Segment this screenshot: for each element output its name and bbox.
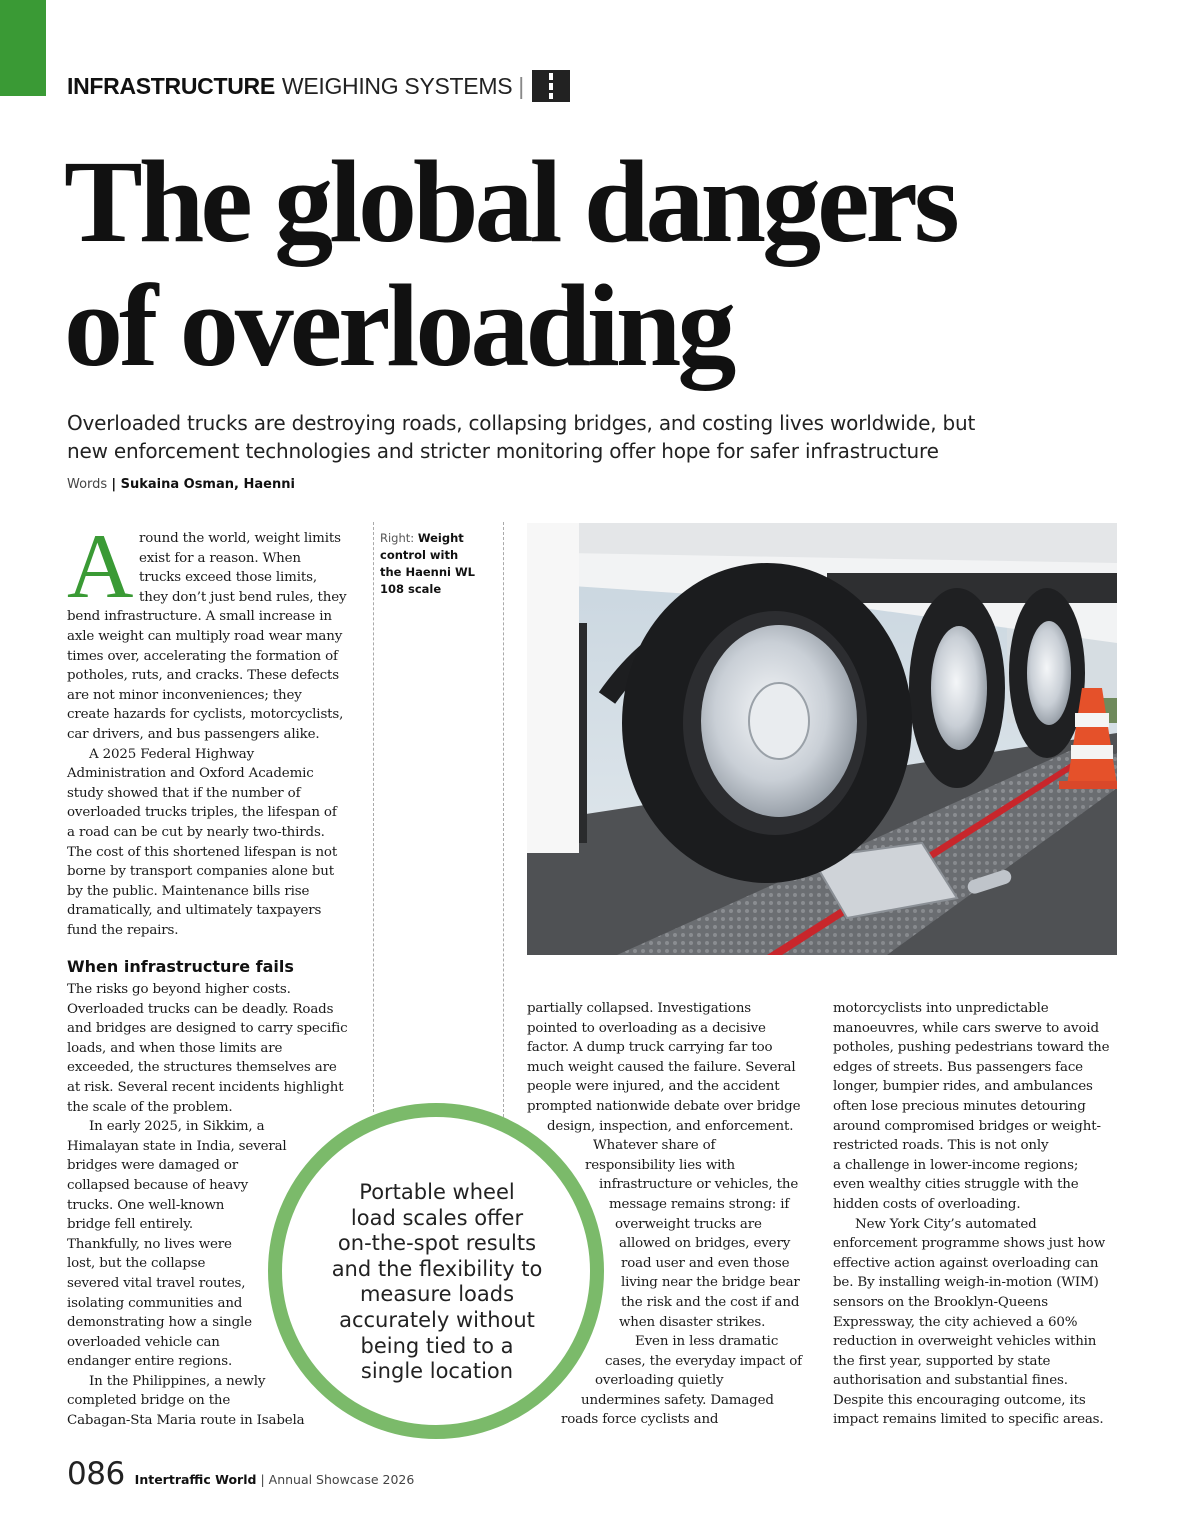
text-line: isolating communities and: [67, 1295, 243, 1311]
pull-quote-line: single location: [360, 1359, 514, 1384]
text-line: by the public. Maintenance bills rise: [67, 883, 310, 899]
text-line: round the world, weight limits: [139, 531, 341, 546]
road-icon: [532, 70, 570, 102]
text-line: prompted nationwide debate over bridge: [527, 1098, 801, 1114]
text-line: In the Philippines, a newly: [89, 1373, 266, 1389]
caption-text: control with: [380, 548, 459, 562]
text-line: exceeded, the structures themselves are: [67, 1060, 337, 1076]
text-line: collapsed because of heavy: [67, 1177, 248, 1193]
pull-quote-line: load scales offer: [350, 1205, 524, 1230]
text-line: much weight caused the failure. Several: [527, 1059, 796, 1075]
text-line: impact remains limited to specific areas.: [833, 1412, 1104, 1428]
text-line: Despite this encouraging outcome, its: [833, 1392, 1086, 1408]
text-line: New York City’s automated: [855, 1216, 1037, 1232]
text-line: completed bridge on the: [67, 1393, 231, 1409]
text-line: manoeuvres, while cars swerve to avoid: [833, 1020, 1099, 1036]
byline-author: | Sukaina Osman, Haenni: [111, 477, 295, 492]
text-line: Whatever share of: [593, 1138, 716, 1154]
text-line: sensors on the Brooklyn-Queens: [833, 1294, 1048, 1310]
text-line: reduction in overweight vehicles within: [833, 1334, 1097, 1350]
text-line: potholes, ruts, and cracks. These defects: [67, 668, 339, 684]
text-line: bend infrastructure. A small increase in: [67, 609, 332, 625]
text-line: restricted roads. This is not only: [833, 1138, 1049, 1154]
text-line: partially collapsed. Investigations: [527, 1001, 752, 1016]
text-line: design, inspection, and enforcement.: [547, 1118, 794, 1134]
pull-quote-line: Portable wheel: [359, 1180, 515, 1204]
column-rule: [373, 522, 374, 1112]
text-line: effective action against overloading can: [833, 1255, 1099, 1271]
byline: [67, 477, 295, 492]
text-line: message remains strong: if: [609, 1196, 790, 1212]
text-line: overloaded trucks triples, the lifespan of: [67, 805, 337, 821]
text-line: the first year, supported by state: [833, 1353, 1051, 1369]
caption-text: 108 scale: [380, 582, 442, 596]
text-line: overloading quietly: [595, 1373, 724, 1389]
text-line: potholes, pushing pedestrians toward the: [833, 1040, 1110, 1056]
standfirst-line: Overloaded trucks are destroying roads, collapsing bridges, and costing lives worldwide, but: [67, 411, 976, 435]
text-line: edges of streets. Bus passengers face: [833, 1059, 1083, 1075]
text-line: Overloaded trucks can be deadly. Roads: [67, 1001, 334, 1017]
text-line: Expressway, the city achieved a 60%: [833, 1314, 1078, 1330]
text-line: In early 2025, in Sikkim, a: [89, 1119, 265, 1135]
text-line: trucks exceed those limits,: [139, 570, 317, 586]
text-line: times over, accelerating the formation of: [67, 648, 338, 664]
text-line: are not minor inconveniences; they: [67, 687, 302, 703]
text-line: exist for a reason. When: [139, 550, 301, 566]
text-line: demonstrating how a single: [67, 1315, 252, 1331]
caption-prefix: Right:: [380, 531, 415, 545]
text-line: Himalayan state in India, several: [67, 1138, 287, 1154]
text-line: pointed to overloading as a decisive: [527, 1020, 766, 1036]
standfirst: [67, 409, 1147, 465]
text-line: lost, but the collapse: [67, 1256, 206, 1272]
magazine-name: Intertraffic World: [134, 1472, 257, 1487]
truck-scale-illustration: [527, 523, 1117, 955]
text-line: often lose precious minutes detouring: [833, 1098, 1086, 1114]
text-line: road user and even those: [621, 1255, 790, 1271]
standfirst-line: new enforcement technologies and stricter monitoring offer hope for safer infrastructure: [67, 439, 939, 463]
text-line: The cost of this shortened lifespan is not: [67, 844, 338, 860]
text-line: they don’t just bend rules, they: [139, 589, 347, 605]
text-line: a road can be cut by nearly two-thirds.: [67, 824, 325, 840]
pull-quote: [315, 1180, 559, 1385]
text-line: enforcement programme shows just how: [833, 1236, 1106, 1252]
text-line: allowed on bridges, every: [619, 1236, 791, 1252]
section-color-tab: [0, 0, 46, 96]
section-sublabel: WEIGHING SYSTEMS: [281, 72, 513, 99]
text-line: responsibility lies with: [585, 1157, 736, 1173]
text-line: and bridges are designed to carry specific: [67, 1021, 348, 1037]
pull-quote-line: being tied to a: [360, 1333, 514, 1358]
text-line: roads force cyclists and: [561, 1412, 719, 1428]
text-line: at risk. Several recent incidents highlight: [67, 1079, 344, 1095]
text-line: undermines safety. Damaged: [581, 1392, 774, 1408]
pull-quote-line: and the flexibility to: [331, 1256, 543, 1281]
truck-scale-photo: [527, 523, 1117, 955]
issue-name: | Annual Showcase 2026: [260, 1472, 415, 1487]
text-line: hidden costs of overloading.: [833, 1196, 1021, 1212]
text-line: endanger entire regions.: [67, 1354, 233, 1370]
text-line: motorcyclists into unpredictable: [833, 1001, 1049, 1016]
pull-quote-line: accurately without: [339, 1307, 535, 1332]
text-line: trucks. One well-known: [67, 1197, 225, 1213]
text-line: bridge fell entirely.: [67, 1217, 193, 1233]
text-line: A 2025 Federal Highway: [89, 746, 255, 762]
text-line: axle weight can multiply road wear many: [67, 628, 343, 644]
text-line: severed vital travel routes,: [67, 1275, 246, 1291]
text-line: study showed that if the number of: [67, 785, 301, 801]
text-line: people were injured, and the accident: [527, 1079, 780, 1095]
section-label: INFRASTRUCTURE: [67, 72, 275, 99]
section-separator: |: [518, 72, 524, 99]
text-line: infrastructure or vehicles, the: [599, 1177, 799, 1193]
text-line: Administration and Oxford Academic: [67, 766, 314, 782]
text-line: overweight trucks are: [615, 1216, 762, 1232]
text-line: car drivers, and bus passengers alike.: [67, 726, 320, 742]
text-line: even wealthy cities struggle with the: [833, 1177, 1079, 1193]
pull-quote-line: on-the-spot results: [337, 1231, 537, 1256]
caption-text: the Haenni WL: [380, 565, 476, 579]
text-line: the scale of the problem.: [67, 1099, 233, 1115]
byline-prefix: Words: [67, 477, 108, 492]
column-rule: [503, 522, 504, 1122]
pull-quote-line: measure loads: [359, 1282, 515, 1307]
title-line: of overloading: [64, 260, 733, 391]
text-line: dramatically, and ultimately taxpayers: [67, 903, 322, 919]
text-line: Cabagan-Sta Maria route in Isabela: [67, 1413, 305, 1429]
page-footer: [67, 1456, 414, 1496]
text-line: factor. A dump truck carrying far too: [527, 1040, 773, 1056]
title-line: The global dangers: [64, 136, 956, 267]
body-column-3: [833, 999, 1133, 1430]
text-line: authorisation and substantial fines.: [833, 1373, 1068, 1389]
text-line: the risk and the cost if and: [621, 1294, 800, 1310]
drop-cap: A: [67, 515, 134, 617]
text-line: bridges were damaged or: [67, 1158, 238, 1174]
text-line: be. By installing weigh-in-motion (WIM): [833, 1275, 1099, 1291]
text-line: Even in less dramatic: [635, 1334, 779, 1350]
text-line: a challenge in lower-income regions;: [833, 1157, 1079, 1173]
text-line: cases, the everyday impact of: [605, 1353, 802, 1369]
text-line: borne by transport companies alone but: [67, 864, 334, 880]
text-line: overloaded vehicle can: [67, 1334, 220, 1350]
text-line: longer, bumpier rides, and ambulances: [833, 1079, 1093, 1095]
text-line: loads, and when those limits are: [67, 1040, 283, 1056]
text-line: living near the bridge bear: [621, 1275, 800, 1291]
subheading: When infrastructure fails: [67, 957, 294, 976]
section-header: [67, 70, 570, 102]
text-line: when disaster strikes.: [619, 1314, 766, 1330]
page-number: 086: [67, 1456, 125, 1492]
text-line: The risks go beyond higher costs.: [67, 982, 291, 997]
photo-caption: [380, 530, 490, 598]
body-column-1-intro: [67, 529, 367, 940]
caption-text: Weight: [417, 531, 464, 545]
article-title: [64, 136, 1164, 391]
text-line: around compromised bridges or weight-: [833, 1118, 1101, 1134]
text-line: Thankfully, no lives were: [67, 1236, 232, 1252]
text-line: fund the repairs.: [67, 922, 179, 938]
text-line: create hazards for cyclists, motorcyclists,: [67, 707, 344, 723]
